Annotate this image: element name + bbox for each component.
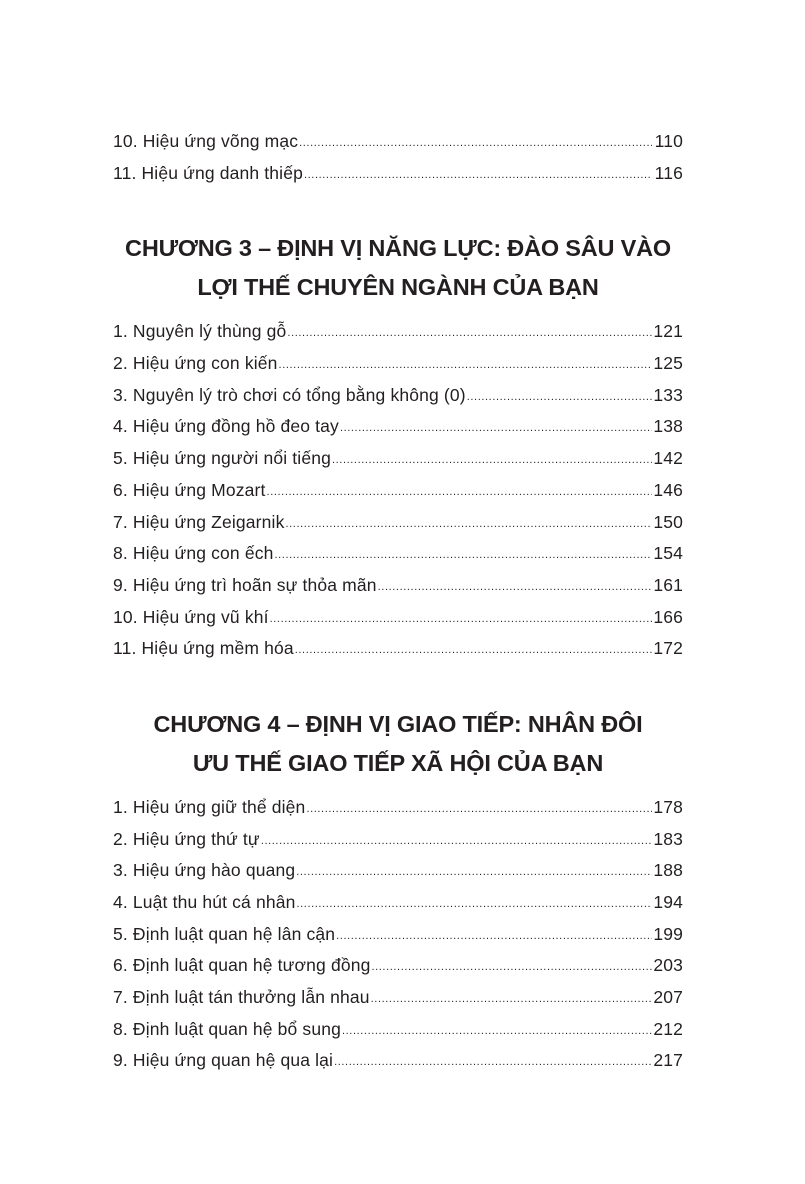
- entry-title: 8. Định luật quan hệ bổ sung: [113, 1018, 341, 1039]
- table-of-contents-page: [113, 126, 683, 1077]
- dot-leader: [336, 921, 652, 953]
- dot-leader: [296, 889, 652, 921]
- entry-title: 5. Hiệu ứng người nổi tiếng: [113, 448, 331, 469]
- entry-page-number: 207: [653, 987, 683, 1008]
- dot-leader: [332, 445, 652, 477]
- previous-chapter-entries: [113, 126, 683, 189]
- dot-leader: [285, 509, 652, 541]
- entry-page-number: 110: [654, 131, 683, 151]
- entry-title: 6. Hiệu ứng Mozart: [113, 479, 266, 500]
- toc-entry[interactable]: [113, 982, 683, 1014]
- dot-leader: [275, 540, 653, 572]
- entry-title: 1. Hiệu ứng giữ thể diện: [113, 796, 306, 817]
- toc-entry[interactable]: [113, 538, 683, 570]
- chapter-heading-line-2: ƯU THẾ GIAO TIẾP XÃ HỘI CỦA BẠN: [192, 749, 604, 776]
- entry-title: 4. Hiệu ứng đồng hồ đeo tay: [113, 416, 339, 437]
- entry-page-number: 161: [653, 574, 683, 595]
- dot-leader: [299, 128, 652, 160]
- entry-page-number: 188: [653, 860, 683, 881]
- toc-entry[interactable]: [113, 316, 683, 348]
- entry-page-number: 121: [653, 321, 683, 342]
- entry-page-number: 183: [653, 828, 683, 849]
- entry-page-number: 178: [653, 796, 683, 817]
- toc-entry[interactable]: [113, 919, 683, 951]
- toc-entry[interactable]: [113, 633, 683, 665]
- entry-page-number: 142: [653, 448, 683, 469]
- toc-entry[interactable]: [113, 855, 683, 887]
- toc-entry[interactable]: [113, 1014, 683, 1046]
- entry-page-number: 154: [653, 543, 683, 564]
- chapter-heading-line-1: CHƯƠNG 3 – ĐỊNH VỊ NĂNG LỰC: ĐÀO SÂU VÀO: [125, 235, 671, 262]
- toc-entry[interactable]: [113, 950, 683, 982]
- dot-leader: [296, 857, 652, 889]
- entry-title: 7. Định luật tán thưởng lẫn nhau: [113, 987, 370, 1008]
- dot-leader: [467, 382, 652, 414]
- entry-title: 11. Hiệu ứng danh thiếp: [113, 162, 303, 183]
- toc-entry[interactable]: [113, 570, 683, 602]
- entry-title: 4. Luật thu hút cá nhân: [113, 892, 296, 912]
- toc-entry[interactable]: [113, 126, 683, 158]
- entry-title: 5. Định luật quan hệ lân cận: [113, 923, 336, 944]
- entry-title: 11. Hiệu ứng mềm hóa: [113, 638, 294, 659]
- toc-entry[interactable]: [113, 380, 683, 412]
- dot-leader: [378, 572, 652, 604]
- entry-title: 9. Hiệu ứng quan hệ qua lại: [113, 1050, 334, 1071]
- chapter-3-entries: [113, 316, 683, 665]
- entry-title: 3. Nguyên lý trò chơi có tổng bằng không (0): [113, 384, 466, 405]
- dot-leader: [371, 952, 652, 984]
- entry-title: 10. Hiệu ứng vũ khí: [113, 606, 269, 627]
- entry-title: 9. Hiệu ứng trì hoãn sự thỏa mãn: [113, 574, 377, 595]
- entry-page-number: 212: [653, 1018, 683, 1039]
- toc-entry[interactable]: [113, 1045, 683, 1077]
- dot-leader: [306, 794, 652, 826]
- dot-leader: [261, 826, 652, 858]
- entry-page-number: 172: [653, 638, 683, 659]
- dot-leader: [304, 160, 652, 192]
- entry-page-number: 133: [653, 384, 683, 405]
- toc-entry[interactable]: [113, 348, 683, 380]
- entry-page-number: 217: [653, 1050, 683, 1071]
- entry-title: 8. Hiệu ứng con ếch: [113, 543, 274, 564]
- entry-page-number: 203: [653, 955, 683, 976]
- entry-page-number: 125: [653, 353, 683, 374]
- chapter-heading-line-1: CHƯƠNG 4 – ĐỊNH VỊ GIAO TIẾP: NHÂN ĐÔI: [153, 710, 643, 737]
- chapter-3-heading[interactable]: [93, 229, 703, 307]
- toc-entry[interactable]: [113, 158, 683, 190]
- entry-title: 2. Hiệu ứng con kiến: [113, 353, 278, 374]
- toc-entry[interactable]: [113, 475, 683, 507]
- dot-leader: [270, 604, 652, 636]
- dot-leader: [279, 350, 652, 382]
- dot-leader: [267, 477, 652, 509]
- dot-leader: [295, 635, 652, 667]
- entry-title: 3. Hiệu ứng hào quang: [113, 860, 296, 881]
- toc-entry[interactable]: [113, 602, 683, 634]
- entry-page-number: 166: [653, 606, 683, 627]
- entry-page-number: 138: [653, 416, 683, 437]
- entry-title: 1. Nguyên lý thùng gỗ: [113, 321, 287, 342]
- chapter-heading-line-2: LỢI THẾ CHUYÊN NGÀNH CỦA BẠN: [197, 274, 599, 301]
- entry-page-number: 199: [653, 923, 683, 944]
- toc-entry[interactable]: [113, 887, 683, 919]
- toc-entry[interactable]: [113, 792, 683, 824]
- entry-page-number: 116: [654, 162, 683, 183]
- entry-page-number: 194: [653, 892, 683, 912]
- chapter-4-entries: [113, 792, 683, 1077]
- dot-leader: [340, 413, 652, 445]
- toc-entry[interactable]: [113, 443, 683, 475]
- chapter-4-heading[interactable]: [93, 705, 703, 783]
- entry-page-number: 150: [653, 511, 683, 532]
- toc-entry[interactable]: [113, 411, 683, 443]
- toc-entry[interactable]: [113, 507, 683, 539]
- dot-leader: [371, 984, 652, 1016]
- toc-entry[interactable]: [113, 824, 683, 856]
- entry-title: 10. Hiệu ứng võng mạc: [113, 131, 299, 151]
- entry-page-number: 146: [653, 479, 683, 500]
- entry-title: 7. Hiệu ứng Zeigarnik: [113, 511, 285, 532]
- dot-leader: [342, 1016, 652, 1048]
- entry-title: 6. Định luật quan hệ tương đồng: [113, 955, 371, 976]
- dot-leader: [287, 318, 652, 350]
- entry-title: 2. Hiệu ứng thứ tự: [113, 828, 260, 849]
- dot-leader: [334, 1047, 652, 1079]
